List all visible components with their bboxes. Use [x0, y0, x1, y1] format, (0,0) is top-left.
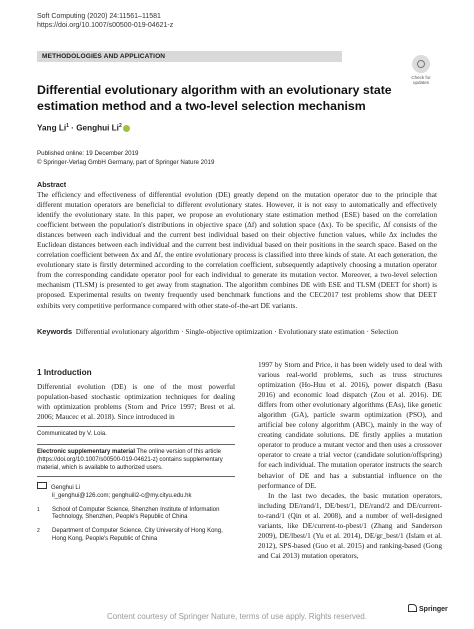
- contact-email[interactable]: li_genghui@126.com; genghuili2-c@my.cityu.edu.hk: [52, 492, 192, 499]
- keywords-text: Differential evolutionary algorithm · Single-objective optimization · Evolutionary state estimation · Selection: [75, 327, 399, 336]
- publisher-name: Springer: [419, 606, 448, 613]
- esm-text: The online version of this article (https://doi.org/10.1007/s00500-019-04621-z) contains supplementary material, which is available to authorized users.: [37, 449, 223, 471]
- author-affiliation-ref: 1: [66, 123, 69, 129]
- affiliation-number: 2: [37, 528, 40, 535]
- envelope-icon: [37, 482, 47, 489]
- doi-link[interactable]: https://doi.org/10.1007/s00500-019-04621-z: [37, 22, 174, 29]
- publication-info: [37, 150, 214, 167]
- article-title: Differential evolutionary algorithm with an evolutionary state estimation method and a two-level selection mechanism: [37, 83, 392, 113]
- affiliation-number: 1: [37, 506, 40, 513]
- author-affiliation-ref: 2: [118, 123, 122, 129]
- affiliation-1: [37, 507, 235, 523]
- journal-citation: Soft Computing (2020) 24:11561–11581: [37, 13, 161, 20]
- intro-left-paragraph: Differential evolution (DE) is one of the most powerful population-based stochastic optimization techniques for dealing with optimization problems (Storn and Price 1997; Brest et al. 2006; Maucec et al. 2018). Since introduced in: [37, 382, 235, 422]
- intro-paragraph: In the last two decades, the basic mutation operators, including DE/rand/1, DE/best/1, DE/rand/2 and DE/current-to-rand/1 (Qin et al. 2008), and a number of well-designed variants, like DE/current-to-pbest/1 (Zhang and Sanderson 2009), DE/lbest/1 (Yu et al. 2014), DE/gr_best/1 (Islam et al. 2012), SPS-based (Guo et al. 2015) and ranking-based (Gong and Cai 2013) mutation operators,: [258, 490, 442, 560]
- badge-line2: updates: [412, 80, 429, 85]
- keywords-label: Keywords: [37, 327, 73, 336]
- affiliation-text: School of Computer Science, Shenzhen Institute of Information Technology, Shenzhen, People's Republic of China: [52, 506, 220, 521]
- author-name[interactable]: Genghui Li: [76, 123, 119, 133]
- affiliation-text: Department of Computer Science, City University of Hong Kong, Hong Kong, People's Republic of China: [52, 528, 223, 542]
- esm-label: Electronic supplementary material: [37, 449, 136, 455]
- contact-block: [37, 476, 235, 544]
- keywords: [37, 327, 437, 337]
- orcid-icon[interactable]: [123, 125, 130, 132]
- author-separator: ·: [68, 123, 77, 133]
- badge-line1: Check for: [411, 75, 431, 80]
- contact-name: Genghui Li: [51, 485, 81, 491]
- affiliation-2: [37, 528, 235, 544]
- intro-paragraph: 1997 by Storn and Price, it has been widely used to deal with various real-world problems, such as truss structures optimization (Ho-Huu et al. 2016), power dispatch (Basu 2016) and economic load dispatch (Zou et al. 2016). DE differs from other evolutionary algorithms (EAs), like genetic algorithm (GA), particle swarm optimization (PSO), and artificial bee colony algorithm (ABC), mainly in the way of creating candidate solutions. DE firstly applies a mutation operator to produce a mutant vector and then uses a crossover operator to create a trial vector (candidate solution/offspring) for each individual. The mutation operator instructs the search behavior of DE and has a substantial influence on the performance of DE.: [258, 360, 442, 490]
- springer-horse-icon: [408, 604, 417, 612]
- check-for-updates-badge[interactable]: [404, 55, 438, 85]
- footer-notice: Content courtesy of Springer Nature, terms of use apply. Rights reserved.: [107, 612, 367, 621]
- update-icon: [412, 55, 430, 73]
- author-list: [37, 123, 130, 133]
- abstract-heading: Abstract: [37, 180, 67, 189]
- section-label: METHODOLOGIES AND APPLICATION: [37, 51, 342, 62]
- author-name[interactable]: Yang Li: [37, 123, 67, 133]
- communicated-by: Communicated by V. Loia.: [37, 426, 235, 437]
- supplementary-material-note: [37, 444, 235, 472]
- section-heading-introduction: 1 Introduction: [37, 368, 92, 377]
- published-date: Published online: 19 December 2019: [37, 150, 139, 157]
- corresponding-author: [37, 482, 235, 493]
- copyright-line: © Springer-Verlag GmbH Germany, part of Springer Nature 2019: [37, 158, 215, 166]
- abstract-text: The efficiency and effectiveness of differential evolution (DE) greatly depend on the mutation operator due to the principle that different mutation operators are beneficial to different evolutionary states. However, it is not easy to automatically and effectively identify the evolutionary state. In this paper, we propose an evolutionary state estimation method (ESE) based on the correlation coefficient between the population's distributions in objective space (Δf) and solution space (Δx). To be specific, Δf consists of the distances between each individual and the current best individual based on their objective function values, while Δx includes the Euclidean distances between each individual and the current best individual based on their positions in the search space. Based on the correlation coefficient between Δx and Δf, the entire evolutionary process is classified into three kinds of state. At each generation, the evolutionary state is firstly determined according to the correlation coefficient, subsequently adaptively choosing a mutation operator from the corresponding candidate operator pool for each individual to generate its mutation vector. Moreover, a two-level selection mechanism (TLSM) is presented to get away from stagnation. The algorithm combines DE with ESE and TLSM (DEET for short) is proposed. Experimental results on twenty frequently used benchmark functions and the CEC2017 test problems show that DEET exhibits very competitive performance compared with other state-of-the-art DE variants.: [37, 190, 437, 310]
- intro-right-column: [258, 360, 442, 561]
